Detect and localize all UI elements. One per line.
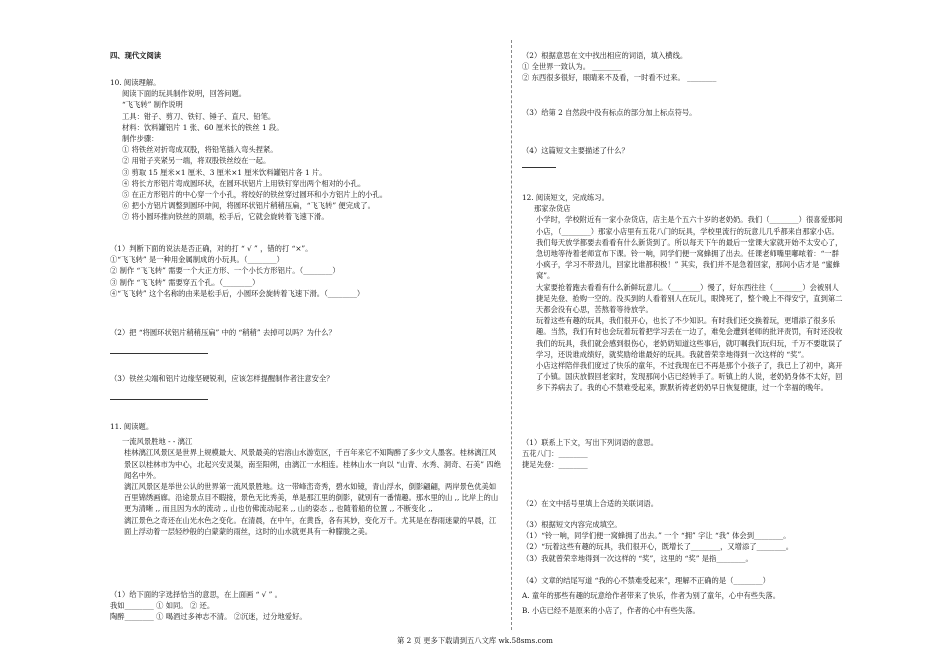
- q12-paragraph: 小学时，学校附近有一家小杂货店，店主是个五六十岁的老奶奶。我们（________）很喜爱那间小店，（________）那家小店里有五花八门的玩具，学校里流行的玩意儿几乎都来自那家小店。: [536, 215, 843, 236]
- q12-sub1-item: 五花八门：________: [522, 449, 588, 459]
- q10-step: ③ 剪取 15 厘米×1 厘米、3 厘米×1 厘米饮料罐铝片各 1 片。: [122, 167, 327, 177]
- q10-step: ② 用钳子夹紧另一端，将双股铁丝绞在一起。: [122, 156, 271, 166]
- q12-sub3-question: （3）根据短文内容完成填空。: [522, 520, 622, 529]
- q10-sub2-block: [110, 327, 502, 357]
- q11-sub2-item: ① 全世界一致认为。 ________: [522, 62, 622, 72]
- q11-sub1-item: 我如________ ① 如同。 ② 还。: [110, 601, 215, 611]
- q11-paragraph: 桂林漓江风景区是世界上规模最大、风景最美的岩溶山水游览区，千百年来它不知陶醉了多少文人墨客。桂林漓江风景区以桂林市为中心，北起兴安灵渠，南至阳朔，由漓江一水相连。桂林山水一向以 “山青、水秀、洞奇、石美” 四绝闻名中外。: [124, 448, 501, 480]
- q11-sub2-block: [522, 50, 844, 84]
- q12-sub3-item: （3）我就曾荣幸地得到一次这样的 “奖”，这里的 “奖” 是指________。: [522, 553, 753, 563]
- q12-sub4-option[interactable]: A. 童年的那些有趣的玩意给作者带来了快乐，作者为别了童年，心中有些失落。: [522, 591, 780, 601]
- q12-sub1-question: （1）联系上下文，写出下列词语的意思。: [522, 438, 658, 447]
- q11-sub3-block: [522, 107, 844, 118]
- q12-sub4-option[interactable]: B. 小店已经不是原来的小店了，作者的心中有些失落。: [522, 606, 700, 616]
- q11-sub1-item: 陶醉________ ① 喝酒过多神志不清。 ②沉迷，过分地爱好。: [110, 612, 307, 622]
- q12-passage-title: 那家杂货店: [534, 204, 571, 214]
- answer-line[interactable]: [522, 158, 556, 168]
- q10-text-block: [110, 77, 502, 223]
- page-footer: 第 2 页 更多下载请到五八文库 wk.58sms.com: [397, 636, 553, 645]
- q10-step: ① 将铁丝对折弯成双股，将铅笔插入弯头捏紧。: [122, 145, 278, 155]
- q10-sub1-item: ③ 制作 “飞飞转” 需要穿五个孔。（________）: [110, 277, 260, 287]
- q12-sub4-block: [522, 575, 844, 617]
- q10-sub1-question: （1）判断下面的说法是否正确，对的打 “ √ ” ，错的打 “×”。: [110, 244, 313, 253]
- q10-sub1-block: [110, 243, 502, 299]
- q12-title: 12. 阅读短文，完成练习。: [522, 193, 609, 202]
- q11-sub3-question: （3）给第 2 自然段中没有标点的部分加上标点符号。: [522, 108, 697, 117]
- q11-passage-title: 一流风景胜地 - - 漓江: [122, 437, 193, 447]
- q12-paragraph: 我们每天放学都要去看看有什么新货到了。所以每天下午的最后一堂课大家就开始不太安心了，急切地等待着老师宣布下课。铃一响，同学们便一窝蜂拥了出去。任课老师嘴里嘟哝着：“一群小疯子，学习不带劲儿，回家比谁都积极！” 其实，我们并不是急着回家，那间小店才是 “蜜蜂窝”。: [536, 237, 843, 281]
- q12-sub3-item: （2）“玩着这些有趣的玩具，我们很开心，既增长了________，又增添了________。: [522, 542, 794, 552]
- q11-paragraph: 漓江景色之奇还在山光水色之变化。在清晨，在中午，在黄昏，各有其妙，变化万千。尤其是在春雨迷蒙的早晨，江面上浮动着一层轻纱般的白蒙蒙的雨丝，这时的山水就更具有一种朦胧之美。: [124, 515, 497, 536]
- q12-sub4-question: （4）文章的结尾写道 “我的心不禁难受起来”，理解不正确的是（________）: [522, 576, 770, 585]
- q12-paragraph: 玩着这些有趣的玩具，我们很开心，也长了不少知识。有时我们还交换着玩，更增添了很多乐趣。当然，我们有时也会玩着玩着把学习丢在一边了，难免会遭到老师的批评责罚，有时还没收我们的玩具，我们就会感到很伤心，老奶奶知道这些事后，就叮嘱我们玩归玩，千万不要耽误了学习，还说谁成绩好，就奖励给谁最好的玩具。我就曾荣幸地得到一次这样的 “奖”。: [536, 316, 843, 359]
- q10-step: ⑥ 把小方铝片调整到圆环中间，将圆环状铝片稍稍压扁，“飞飞转” 便完成了。: [122, 201, 375, 211]
- q11-block: [110, 421, 502, 537]
- q12-sub1-item: 捷足先登：________: [522, 460, 588, 470]
- q12-sub2-question: （2）在文中括号里填上合适的关联词语。: [522, 499, 658, 508]
- q11-sub1-block: [110, 589, 502, 623]
- q12-sub1-block: [522, 437, 844, 471]
- section-heading-block: [110, 50, 502, 61]
- column-divider: [511, 40, 512, 630]
- q10-step: ④ 将长方形铝片弯成圆环状，在圆环状铝片上用铁钉穿出两个相对的小孔。: [122, 178, 366, 188]
- q12-block: [522, 192, 844, 394]
- q12-paragraph: 小店这样陪伴我们度过了快乐的童年，不过我现在已不再是那个小孩子了，我已上了初中，离开了小镇。国庆放假回老家时，发现那间小店已经转手了。听镇上的人说，老奶奶身体不太好，回乡下养病去了。我的心不禁难受起来，默默祈祷老奶奶早日恢复健康，过一个幸福的晚年。: [536, 361, 843, 393]
- q10-sub1-item: ①“飞飞转” 是一种用金属制成的小玩具。（________）: [110, 255, 284, 265]
- q10-sub3-question: （3）铁丝尖端和铝片边缘坚硬锐利，应该怎样提醒制作者注意安全？: [110, 374, 334, 383]
- q10-tools: 工具：钳子、剪刀、铁钉、锤子、直尺、铅笔。: [122, 111, 276, 121]
- q10-sub1-item: ④“飞飞转” 这个名称的由来是松手后，小圆环会旋转着飞速下滑。（________）: [110, 288, 365, 298]
- q12-sub3-item: （1）“铃一响，同学们便一窝蜂拥了出去。” 一个 “拥” 字让 “我” 体会到________。: [522, 531, 791, 541]
- q10-sub2-question: （2）把 “将圆环状铝片稍稍压扁” 中的 “稍稍” 去掉可以吗？为什么？: [110, 328, 336, 337]
- q11-sub4-question: （4）这篇短文主要描述了什么？: [522, 146, 629, 155]
- q12-sub2-block: [522, 498, 844, 509]
- q10-step: ⑦ 将小圆环推向铁丝的顶端，松手后，它就会旋转着飞速下滑。: [122, 212, 329, 222]
- q11-sub4-block: [522, 145, 844, 171]
- q10-step: ⑤ 在正方形铝片的中心穿一个小孔，将绞好的铁丝穿过圆环和小方铝片上的小孔。: [122, 190, 388, 200]
- answer-line[interactable]: [110, 344, 208, 354]
- q11-title: 11. 阅读题。: [110, 422, 154, 431]
- q10-sub3-block: [110, 373, 502, 403]
- q11-paragraph: 漓江风景区是举世公认的世界第一流风景胜地。这一带峰峦奇秀，碧水如镜，青山浮水，倒影翩翩，两岸景色优美如百里锦绣画廊。沿途景点目不暇接，景色无比秀美，单是那江里的倒影，就别有一番情趣。那水里的山 ,, 比岸上的山更为清晰 ,, 而且因为水的流动 ,, 山也仿佛流动起来 ,, 山的姿态 ,, 也随着船的位置 ,, 不断变化 ,,: [124, 482, 499, 514]
- q11-sub1-question: （1）给下面的字选择恰当的意思，在上面画 “ √ ” 。: [110, 590, 282, 599]
- q10-intro: 阅读下面的玩具制作说明，回答问题。: [122, 89, 247, 99]
- q10-steps-title: 制作步骤：: [122, 134, 159, 144]
- q10-subtitle: “飞飞转” 制作说明: [122, 100, 183, 110]
- section-title: 四、现代文阅读: [110, 51, 162, 60]
- q11-sub2-question: （2）根据意思在文中找出相应的词语，填入横线。: [522, 51, 688, 60]
- q10-title: 10. 阅读理解。: [110, 78, 161, 87]
- q10-sub1-item: ② 制作 “飞飞转” 需要一个大正方形、一个小长方形铝片。（________）: [110, 266, 340, 276]
- q11-sub2-item: ② 东西很多很好，眼睛来不及看，一时看不过来。 ________: [522, 73, 717, 83]
- q12-sub3-block: [522, 519, 844, 564]
- q10-materials: 材料：饮料罐铝片 1 张、60 厘米长的铁丝 1 段。: [122, 122, 284, 132]
- answer-line[interactable]: [110, 390, 208, 400]
- q12-paragraph: 大家要抢着跑去看看有什么新鲜玩意儿。（________）慢了，好东西往往（________）会被别人捷足先登、抢购一空的。没买到的人看着别人在玩儿，眼馋死了，整个晚上不得安宁，直到第二天都会没有心思，苦熬着等待放学。: [536, 282, 843, 315]
